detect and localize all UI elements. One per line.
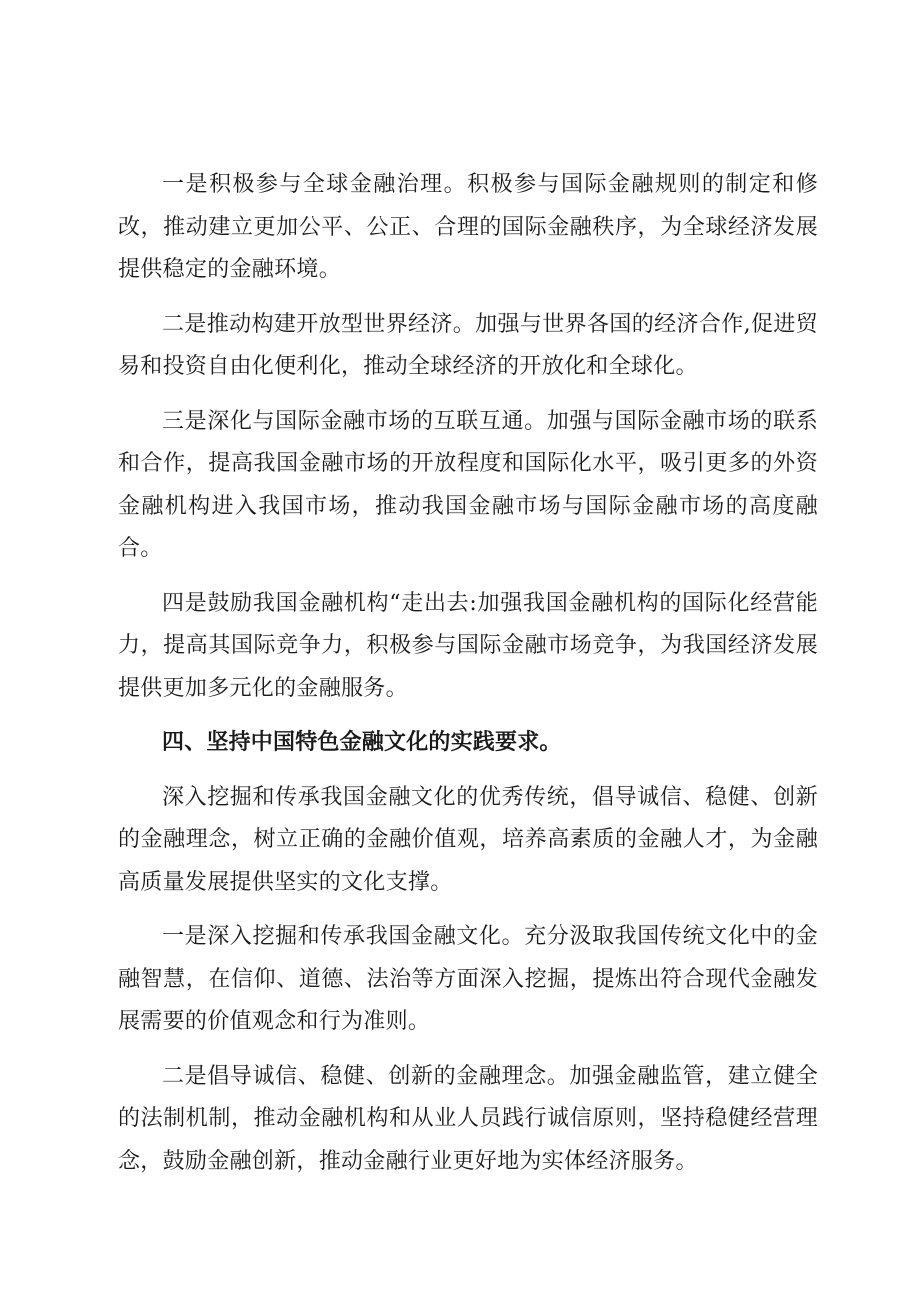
paragraph-culture-inherit: 一是深入挖掘和传承我国金融文化。充分汲取我国传统文化中的金融智慧，在信仰、道德、法治等方面深入挖掘，提炼出符合现代金融发展需要的价值观念和行为准则。 — [118, 924, 818, 1034]
paragraph-global-governance: 一是积极参与全球金融治理。积极参与国际金融规则的制定和修改，推动建立更加公平、公正、合理的国际金融秩序，为全球经济发展提供稳定的金融环境。 — [118, 172, 818, 282]
paragraph-culture-intro: 深入挖掘和传承我国金融文化的优秀传统，倡导诚信、稳健、创新的金融理念，树立正确的金融价值观，培养高素质的金融人才，为金融高质量发展提供坚实的文化支撑。 — [118, 784, 818, 895]
paragraph-culture-integrity: 二是倡导诚信、稳健、创新的金融理念。加强金融监管，建立健全的法制机制，推动金融机构和从业人员践行诚信原则，坚持稳健经营理念，鼓励金融创新，推动金融行业更好地为实体经济服务。 — [118, 1063, 818, 1174]
document-page — [118, 164, 818, 1195]
paragraph-open-economy: 二是推动构建开放型世界经济。加强与世界各国的经济合作,促进贸易和投资自由化便利化，推动全球经济的开放化和全球化。 — [118, 311, 818, 379]
section-heading: 四、坚持中国特色金融文化的实践要求。 — [162, 730, 562, 755]
paragraph-going-global: 四是鼓励我国金融机构“走出去:加强我国金融机构的国际化经营能力，提高其国际竞争力，积极参与国际金融市场竞争，为我国经济发展提供更加多元化的金融服务。 — [118, 590, 818, 701]
paragraph-market-connectivity: 三是深化与国际金融市场的互联互通。加强与国际金融市场的联系和合作，提高我国金融市场的开放程度和国际化水平，吸引更多的外资金融机构进入我国市场，推动我国金融市场与国际金融市场的高度融合。 — [118, 408, 818, 561]
